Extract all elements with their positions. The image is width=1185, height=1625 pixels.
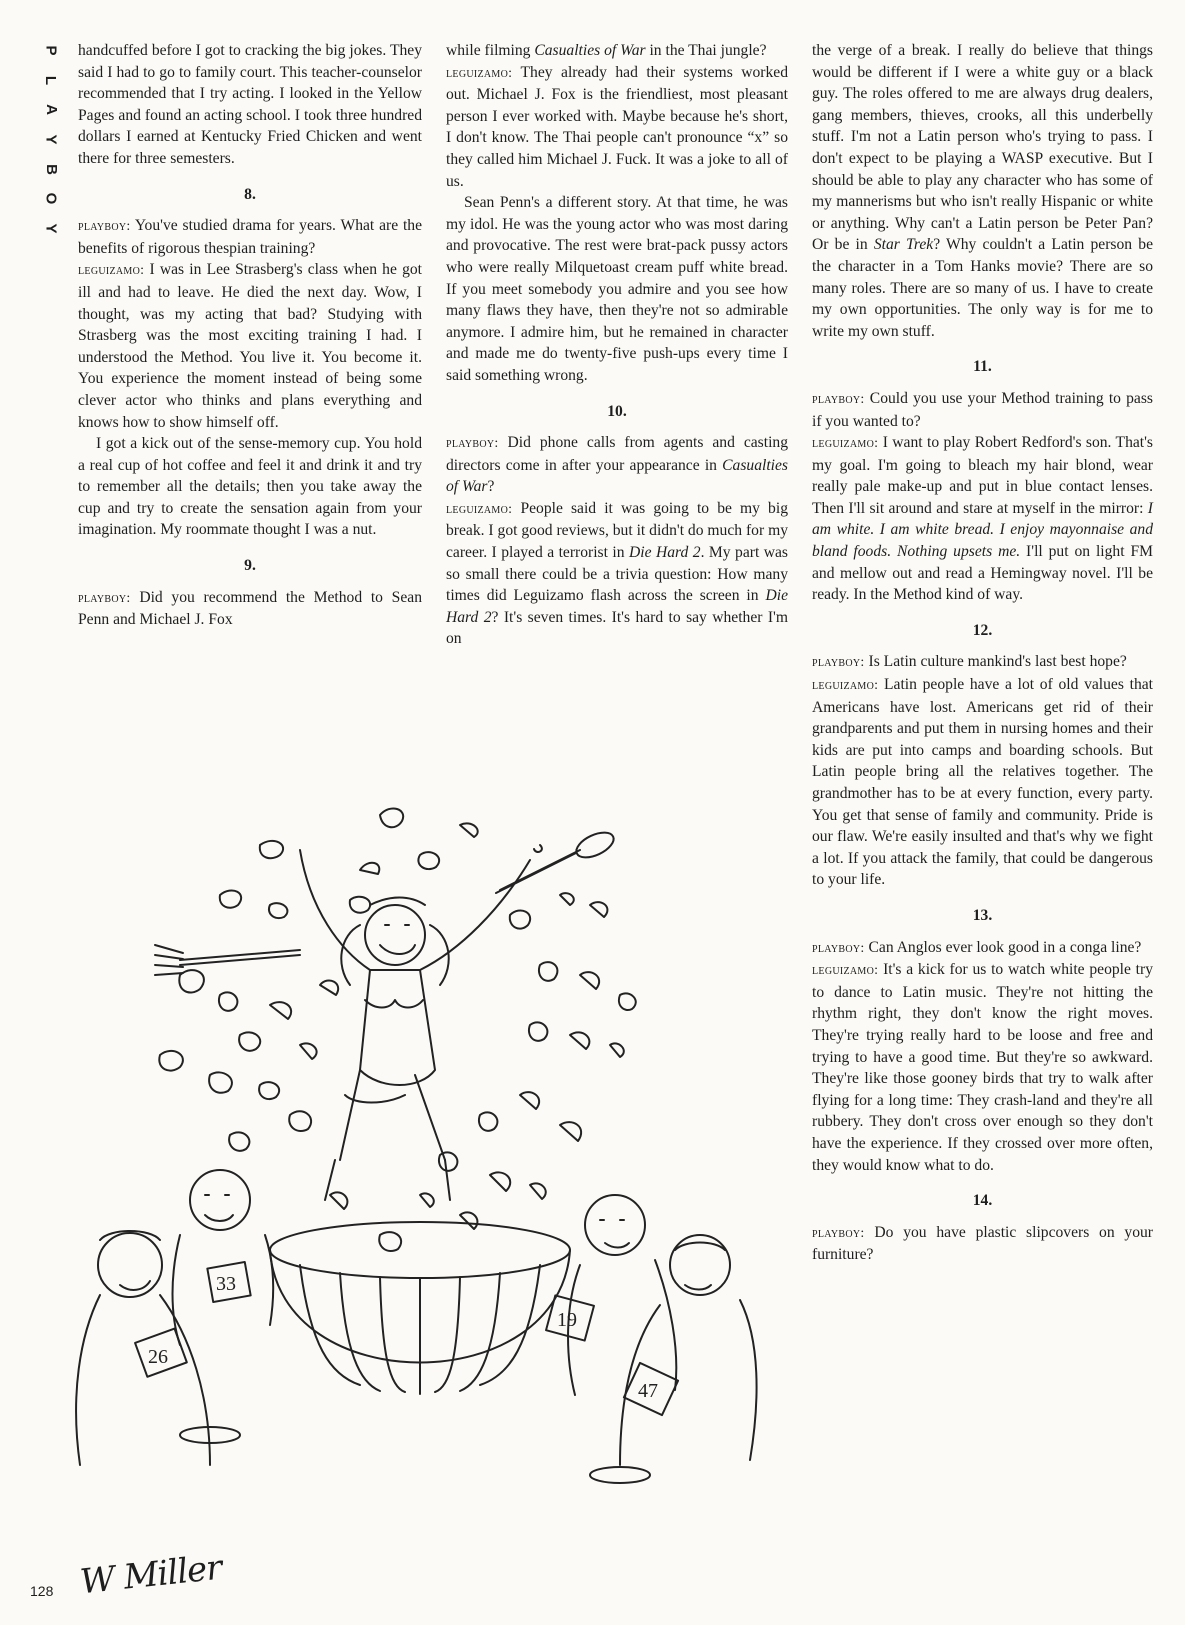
- dancing-woman: [300, 850, 530, 1200]
- text-run: ?: [487, 478, 495, 496]
- runner-19: [546, 1195, 676, 1395]
- question-number: 14.: [972, 1192, 993, 1210]
- logo-letter: P: [42, 45, 60, 56]
- question-text: You've studied drama for years. What are the benefits of rigorous thespian training?: [78, 217, 422, 257]
- salad-bowl: [270, 1222, 570, 1394]
- logo-letter: A: [42, 104, 60, 116]
- logo-letter: Y: [42, 223, 60, 234]
- question: [812, 937, 1153, 960]
- speaker-label: playboy:: [812, 1225, 865, 1241]
- text-run: while filming: [446, 42, 535, 59]
- question: [812, 388, 1153, 432]
- logo-letter: Y: [42, 134, 60, 145]
- artist-signature: W Miller: [78, 1547, 224, 1603]
- text-column-2: [446, 40, 788, 650]
- paragraph: [446, 40, 788, 62]
- speaker-label: playboy:: [78, 219, 131, 235]
- flying-fork: [155, 945, 300, 975]
- bib-number: 26: [148, 1346, 168, 1368]
- text-run: I'll put on light FM and mellow out and read a Hemingway novel. I'll be ready. In the Method kind of way.: [812, 543, 1153, 604]
- logo-letter: O: [42, 192, 60, 205]
- question-text: Did you recommend the Method to Sean Penn and Michael J. Fox: [78, 588, 422, 629]
- answer-text: They already had their systems worked out. Michael J. Fox is the friendliest, most pleasant person I ever worked with. Maybe because he's short, I don't know. The Thai people can't pronounce “x” so they called him Michael J. Fuck. It was a joke to all of us.: [446, 63, 788, 190]
- show-title: Star Trek: [873, 236, 934, 254]
- logo-letter: B: [42, 163, 60, 175]
- text-run: in the Thai jungle?: [645, 42, 767, 59]
- film-title: Casualties of War: [446, 456, 788, 496]
- text-run: I want to play Robert Redford's son. That's my goal. I'm going to bleach my hair blond, wear really pale make-up and put in blue contact lenses. Then I'll sit around and stare at myself in the mirror:: [812, 434, 1154, 517]
- bib-number: 19: [557, 1309, 577, 1331]
- bib-number: 47: [638, 1380, 658, 1402]
- paragraph: [812, 40, 1153, 342]
- question: [78, 587, 422, 631]
- bib-number: 33: [216, 1273, 236, 1295]
- question: [812, 1222, 1153, 1266]
- cartoon-illustration: [60, 795, 800, 1595]
- text-column-1: [78, 40, 422, 631]
- question-text: Can Anglos ever look good in a conga line?: [868, 938, 1142, 956]
- answer: [446, 62, 788, 193]
- text-run: ? It's seven times. It's hard to say whether I'm on: [446, 608, 788, 648]
- question: [446, 432, 788, 498]
- question-number: 11.: [973, 358, 992, 376]
- plate: [590, 1467, 650, 1483]
- italic-quote: I am white. I am white bread. I enjoy mayonnaise and bland foods. Nothing upsets me.: [812, 499, 1153, 561]
- answer: [812, 674, 1153, 891]
- page-number: 128: [30, 1583, 54, 1599]
- speaker-label: playboy:: [78, 590, 131, 606]
- runner-33: [173, 1170, 274, 1345]
- text-run: Did phone calls from agents and casting directors come in after your appearance in: [446, 434, 788, 474]
- text-run: People said it was going to be my big break. I got good reviews, but it didn't do much for my career. I played a terrorist in: [446, 499, 788, 562]
- playboy-side-logo: [40, 42, 62, 237]
- question-number: 13.: [972, 906, 993, 924]
- question: [78, 215, 422, 259]
- question: [812, 651, 1153, 674]
- answer: [812, 432, 1153, 606]
- text-run: the verge of a break. I really do believe that things would be different if I were a white guy or a black guy. The roles offered to me are always drug dealers, gang members, thieves, crooks, all this underbelly stuff. I'm not a Latin person who's trying to pass. I don't expect to be playing a WASP executive. But I should be able to play any character who has some of my mannerisms but who isn't really Hispanic or white or anything. Why can't a Latin person be Peter Pan? Or be in: [812, 42, 1153, 254]
- question-number: 9.: [244, 557, 256, 575]
- speaker-label: playboy:: [446, 436, 499, 452]
- speaker-label: leguizamo:: [78, 263, 145, 279]
- question-text: Could you use your Method training to pass if you wanted to?: [812, 389, 1153, 430]
- speaker-label: leguizamo:: [812, 678, 879, 694]
- speaker-label: playboy:: [812, 391, 865, 407]
- paragraph: Sean Penn's a different story. At that time, he was my idol. He was the young actor who was most daring and provocative. The rest were brat-pack pussy actors who were really Milquetoast cream puff white bread. If you meet somebody you admire and you see how many flaws they have, then they're not so admirable anymore. I admire him, but he remained in character and made me do twenty-five push-ups every time I said something wrong.: [446, 194, 788, 384]
- question-text: Is Latin culture mankind's last best hope?: [868, 653, 1127, 671]
- answer: [812, 959, 1153, 1176]
- speaker-label: playboy:: [812, 655, 865, 671]
- answer-text: Latin people have a lot of old values that Americans have lost. Americans get rid of their grandparents and put them in nursing homes and their kids are put into camps and boarding schools. But Latin people bring all the relatives together. The grandmother has to be at every function, every party. You get that sense of family and community. Pride is our flaw. We're easily insulted and that's why we fight a lot. If you attack the family, that could be dangerous to your life.: [812, 676, 1153, 889]
- speaker-label: leguizamo:: [446, 501, 513, 517]
- question-number: 12.: [972, 621, 993, 639]
- film-title: Die Hard 2: [629, 544, 701, 562]
- salad-leaves: [159, 808, 635, 1251]
- paragraph: I got a kick out of the sense-memory cup. You hold a real cup of hot coffee and feel it and drink it and try to remember all the details; then you take away the cup and try to create the sensation again from your imagination. My roommate thought I was a nut.: [78, 435, 422, 539]
- logo-letter: L: [42, 75, 60, 85]
- speaker-label: playboy:: [812, 940, 865, 956]
- answer-text: It's a kick for us to watch white people try to dance to Latin music. They're not hitting the rhythm right, they don't know the right moves. They're trying really hard to be loose and free and trying to have a good time. But they're so awkward. They're like those gooney birds that try to walk after flying for a long time: They crash-land and they're all rubbery. They don't cross over enough so they don't have the experience. If they crossed over more often, they would know what to do.: [812, 961, 1154, 1174]
- answer: [78, 259, 422, 433]
- film-title: Die Hard 2: [446, 587, 788, 626]
- question-text: Do you have plastic slipcovers on your furniture?: [812, 1223, 1153, 1264]
- text-run: ? Why couldn't a Latin person be the character in a Tom Hanks movie? There are so many roles. There are so many of us. I have to create my own opportunities. The only way is for me to write my own stuff.: [812, 236, 1153, 340]
- film-title: Casualties of War: [534, 42, 646, 59]
- runner-47: [620, 1235, 757, 1465]
- question-number: 10.: [607, 402, 627, 420]
- question-number: 8.: [244, 185, 256, 203]
- speaker-label: leguizamo:: [812, 436, 879, 452]
- answer-text: I was in Lee Strasberg's class when he got ill and had to leave. He died the next day. Wow, I thought, was my acting that bad? Studying with Strasberg was the most exciting training I had. I understood the Method. You live it. You become it. You experience the moment instead of being some clever actor who thinks and plans everything and knows how to show himself off.: [78, 261, 422, 431]
- speaker-label: leguizamo:: [446, 65, 513, 81]
- speaker-label: leguizamo:: [812, 963, 879, 979]
- text-column-3: [812, 40, 1153, 1266]
- answer: [446, 498, 788, 650]
- text-run: . My part was so small there could be a trivia question: How many times did Leguizamo flash across the screen in: [446, 544, 788, 605]
- paragraph: handcuffed before I got to cracking the big jokes. They said I had to go to family court. This teacher-counselor recommended that I try acting. I looked in the Yellow Pages and found an acting school. I took three hundred dollars I earned at Kentucky Fried Chicken and went there for three semesters.: [78, 42, 422, 167]
